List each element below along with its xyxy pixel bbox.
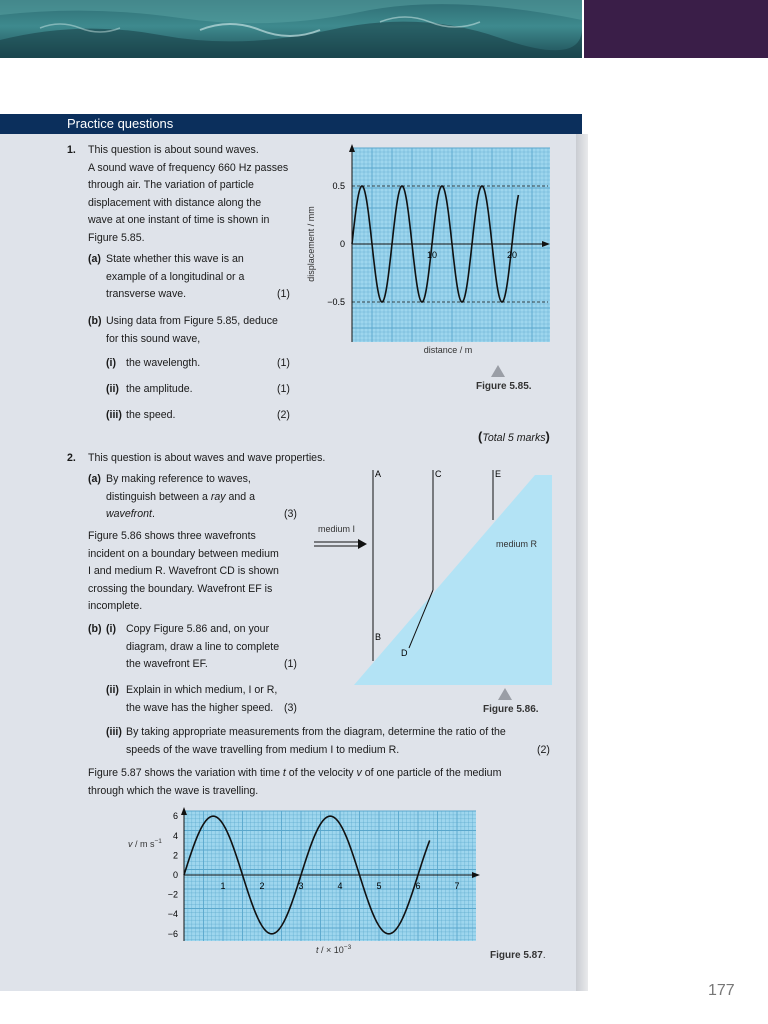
total-close-paren: ) — [545, 429, 550, 444]
x-axis-label: distance / m — [423, 345, 473, 355]
y-tick-label: 0.5 — [332, 181, 345, 191]
section-title: Practice questions — [67, 116, 174, 131]
y-unit-exp: −1 — [154, 838, 162, 845]
q2-number: 2. — [67, 452, 76, 464]
var-t: t — [282, 767, 286, 779]
q2b-i-line: the wavefront EF. — [126, 658, 208, 671]
q1b-i-marks: (1) — [277, 357, 290, 369]
x-tick-label: 7 — [454, 881, 460, 891]
q1-line: wave at one instant of time is shown in — [88, 214, 270, 227]
caption-text: Figure 5.87 — [490, 950, 543, 961]
q2b-iii-line: By taking appropriate measurements from the diagram, determine the ratio of the — [126, 726, 506, 738]
y-axis-label — [128, 838, 162, 849]
q2a-line: By making reference to waves, — [106, 473, 251, 485]
q2-para-line: incident on a boundary between medium — [88, 547, 279, 560]
q1b-line: for this sound wave, — [106, 332, 201, 345]
y-unit: / m s — [132, 839, 155, 849]
caption-marker-icon — [491, 365, 505, 377]
q1b-iii-marks: (2) — [277, 409, 290, 421]
y-tick-label: 2 — [172, 850, 178, 861]
x-tick-label: 10 — [426, 250, 438, 260]
q2b-i-line: Copy Figure 5.86 and, on your — [126, 623, 270, 635]
q2b-ii-label: (ii) — [106, 684, 119, 696]
water-texture-image — [0, 0, 582, 58]
y-tick-label: 4 — [172, 830, 178, 841]
q2b-ii-line: the wave has the higher speed. — [126, 701, 274, 714]
caption-marker-icon — [498, 688, 512, 700]
direction-arrow-icon — [358, 539, 367, 549]
medium-r-region — [354, 475, 552, 685]
q2b-i-line: diagram, draw a line to complete — [126, 640, 280, 653]
ray-term: ray — [210, 490, 226, 503]
q1-number: 1. — [67, 144, 76, 156]
q2-intro: This question is about waves and wave properties. — [88, 452, 326, 464]
page-number: 177 — [708, 982, 735, 999]
y-tick-label: 6 — [172, 811, 178, 822]
corner-color-block — [584, 0, 768, 58]
figure-587 — [120, 805, 490, 960]
q1a-line: example of a longitudinal or a — [106, 270, 245, 283]
q1b-iii-text: the speed. — [126, 409, 176, 421]
q2a-period: . — [151, 508, 155, 521]
q2b-iii-line: speeds of the wave travelling from medium I to medium R. — [126, 743, 400, 756]
label-e: E — [495, 469, 502, 479]
x-tick-label: 2 — [259, 881, 265, 891]
x-tick-label: 6 — [415, 881, 421, 891]
q2-para-line: crossing the boundary. Wavefront EF is — [88, 582, 273, 595]
figure-586 — [310, 465, 560, 690]
q2a-label: (a) — [88, 473, 101, 485]
q1b-i-text: the wavelength. — [126, 357, 201, 369]
q2b-ii-marks: (3) — [284, 701, 297, 714]
q2-para-line: I and medium R. Wavefront CD is shown — [88, 565, 279, 578]
q2a-text: distinguish between a — [106, 490, 211, 503]
para2-text: of the velocity — [285, 767, 357, 779]
figure-585-caption: Figure 5.85. — [476, 381, 532, 392]
q1-line: displacement with distance along the — [88, 196, 262, 209]
x-tick-label: 1 — [220, 881, 226, 891]
panel-shadow — [576, 134, 588, 991]
y-tick-label: −2 — [167, 889, 178, 900]
q2-para-line: incomplete. — [88, 600, 143, 613]
q1-line: This question is about sound waves. — [88, 144, 259, 156]
y-tick-labels — [168, 811, 178, 939]
header-banner-image — [0, 0, 582, 58]
x-unit-exp: −3 — [343, 944, 352, 951]
y-tick-label: −0.5 — [327, 297, 345, 307]
q2b-i-label: (i) — [106, 623, 116, 635]
q1a-marks: (1) — [277, 288, 290, 301]
x-unit: / × 10 — [318, 945, 344, 955]
wavefront-term: wavefront — [106, 508, 152, 521]
y-tick-label: 0 — [172, 870, 178, 880]
figure-586-caption: Figure 5.86. — [483, 704, 539, 715]
total-marks-text: Total 5 marks — [482, 432, 546, 444]
para2-text: of one particle of the medium — [361, 767, 502, 779]
q1b-label: (b) — [88, 315, 102, 327]
total-open-paren: ( — [478, 429, 483, 444]
q1b-line: Using data from Figure 5.85, deduce — [106, 315, 278, 327]
y-tick-label: 0 — [339, 239, 345, 249]
q1-line: A sound wave of frequency 660 Hz passes — [88, 161, 289, 174]
q1-line: through air. The variation of particle — [88, 179, 254, 192]
x-tick-label: 4 — [337, 881, 343, 891]
y-axis-label: displacement / mm — [306, 206, 316, 282]
medium-i-label: medium I — [318, 524, 356, 534]
q1a-line: transverse wave. — [106, 288, 187, 301]
q2-para2-line — [88, 765, 501, 783]
x-tick-label: 5 — [376, 881, 382, 891]
q1b-ii-marks: (1) — [277, 383, 290, 395]
q2a-line — [106, 506, 155, 524]
x-axis-label — [316, 944, 352, 955]
y-tick-label: −4 — [167, 909, 178, 920]
y-var: v — [128, 839, 133, 849]
q2-para2-line: through which the wave is travelling. — [88, 784, 259, 797]
q2a-text: and a — [225, 490, 256, 503]
figure-585 — [300, 140, 560, 365]
q1b-iii-label: (iii) — [106, 409, 122, 421]
var-v: v — [356, 767, 362, 779]
q2-para-line: Figure 5.86 shows three wavefronts — [88, 530, 256, 542]
q2b-iii-marks: (2) — [537, 743, 550, 756]
x-var: t — [316, 945, 319, 955]
q1-total — [478, 428, 550, 448]
label-b: B — [375, 632, 382, 642]
medium-r-label: medium R — [496, 539, 538, 549]
x-tick-label: 3 — [298, 881, 304, 891]
q1a-line: State whether this wave is an — [106, 253, 244, 265]
q2b-i-marks: (1) — [284, 658, 297, 671]
label-d: D — [401, 648, 408, 658]
q2a-marks: (3) — [284, 508, 297, 521]
q2a-line — [106, 489, 255, 507]
q1b-i-label: (i) — [106, 357, 116, 369]
q1b-ii-text: the amplitude. — [126, 383, 193, 395]
q1b-ii-label: (ii) — [106, 383, 119, 395]
q2b-iii-label: (iii) — [106, 726, 122, 738]
q2b-label: (b) — [88, 623, 102, 635]
x-tick-label: 20 — [506, 250, 518, 260]
label-c: C — [435, 469, 442, 479]
y-tick-label: −6 — [167, 928, 178, 939]
q1a-label: (a) — [88, 253, 101, 265]
label-a: A — [375, 469, 382, 479]
caption-dot: . — [542, 950, 546, 961]
grid-background — [352, 148, 550, 342]
para2-text: Figure 5.87 shows the variation with time — [88, 767, 283, 779]
q2b-ii-line: Explain in which medium, I or R, — [126, 684, 278, 696]
figure-587-caption — [490, 950, 546, 961]
q1-line: Figure 5.85. — [88, 232, 145, 244]
